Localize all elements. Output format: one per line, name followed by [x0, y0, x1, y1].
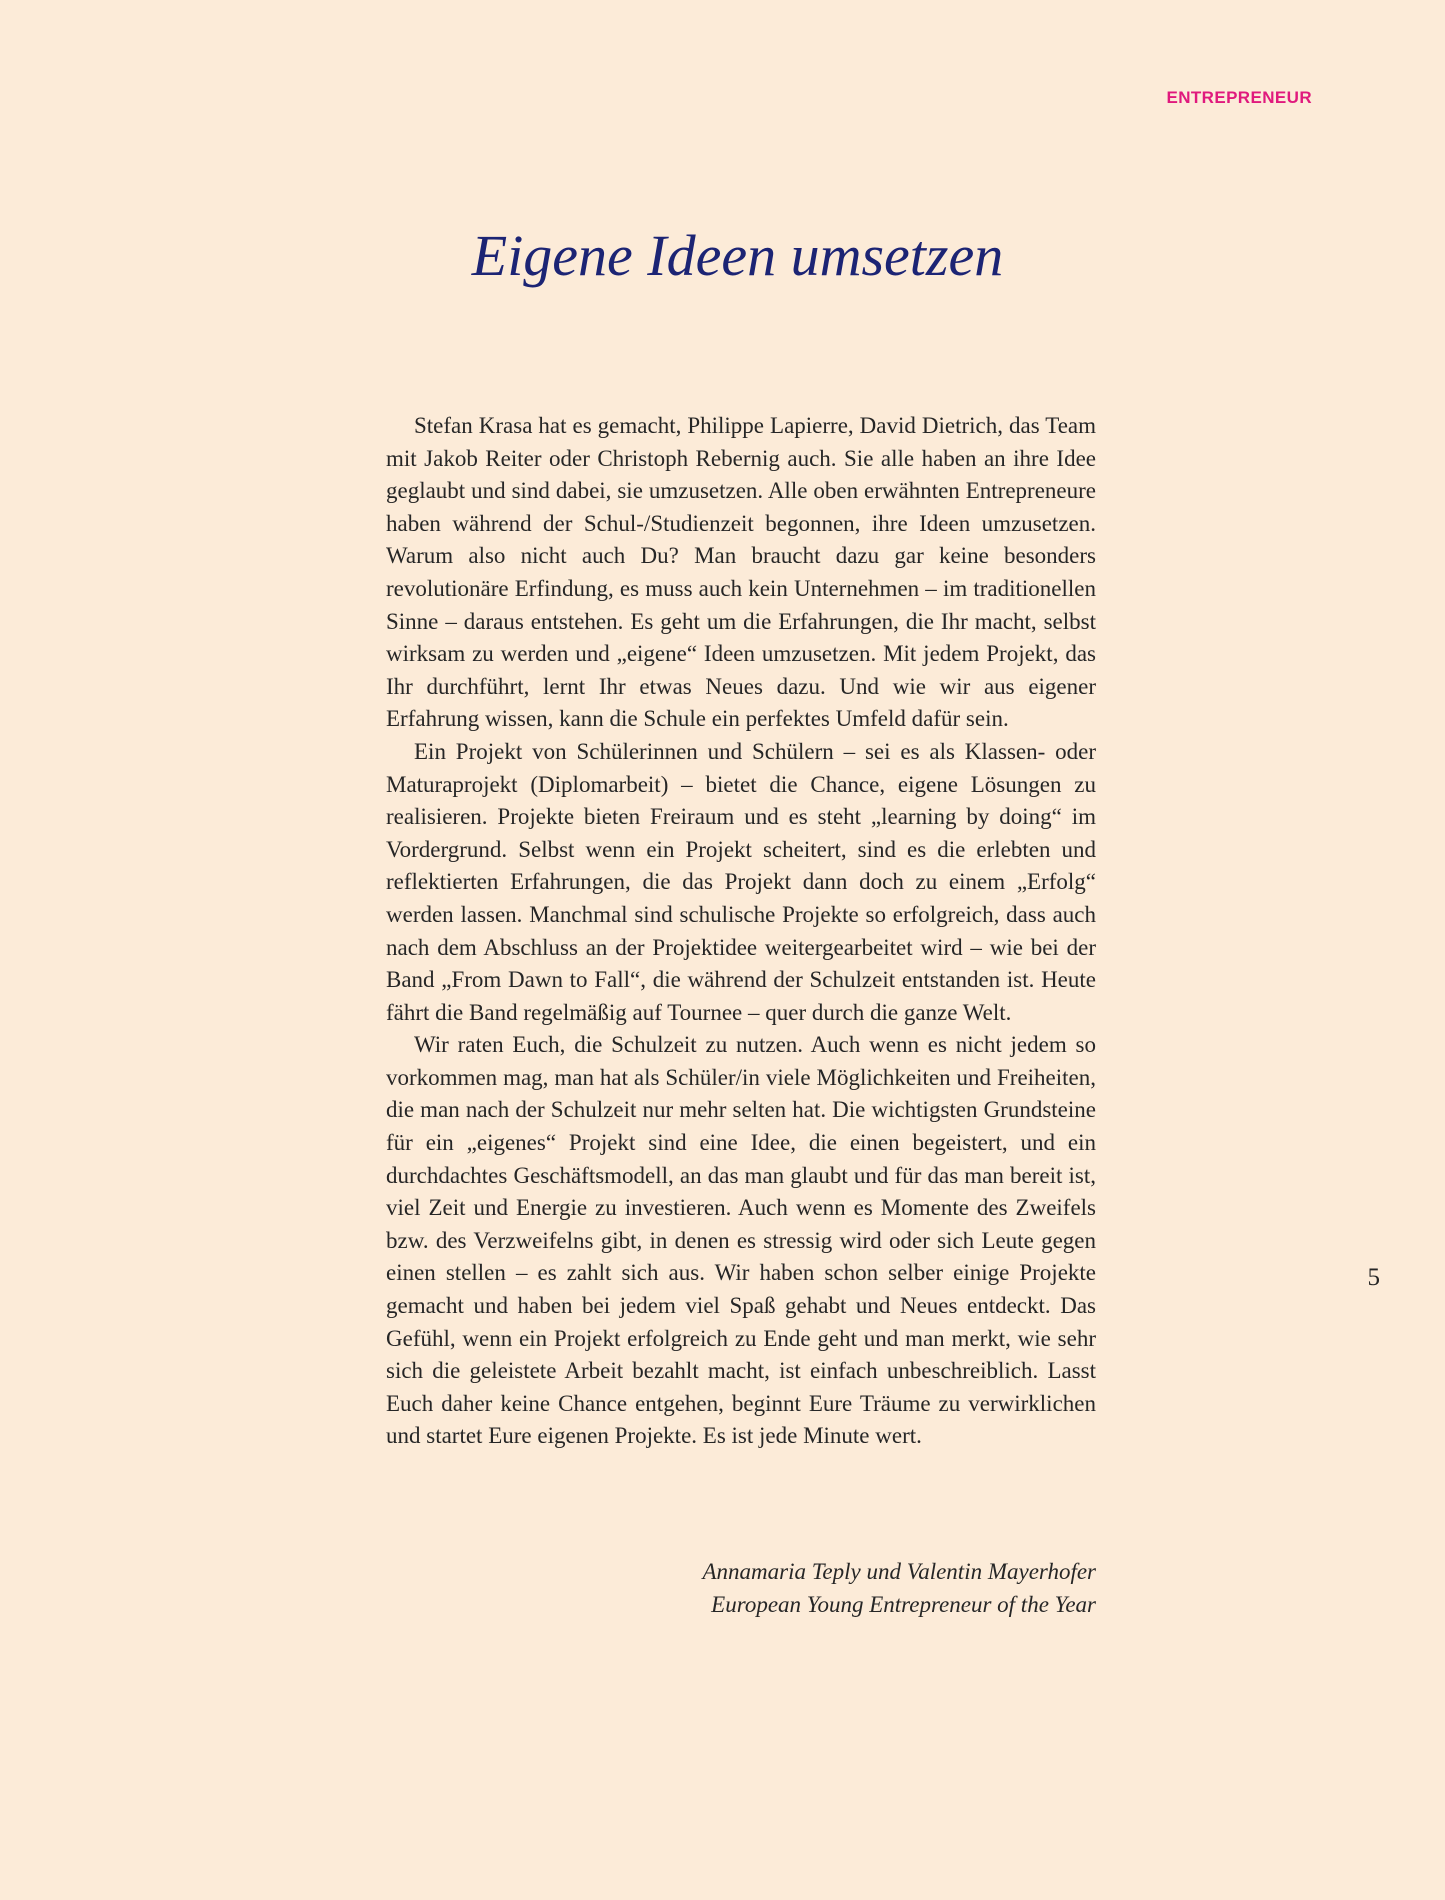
section-label: ENTREPRENEUR — [1166, 88, 1312, 107]
signature-role: European Young Entrepreneur of the Year — [711, 1592, 1096, 1617]
article-body — [386, 410, 1096, 1453]
page-number: 5 — [1367, 1264, 1380, 1291]
signature-authors: Annamaria Teply und Valentin Mayerhofer — [702, 1559, 1096, 1584]
paragraph-3: Wir raten Euch, die Schulzeit zu nutzen. Auch wenn es nicht jedem so vorkommen mag, man hat als Schüler/in viele Möglichkeiten und Freiheiten, die man nach der Schulzeit nur mehr selten hat. Die wichtigsten Grundsteine für ein „eigenes“ Projekt sind eine Idee, die einen begeistert, und ein durchdachtes Geschäftsmodell, an das man glaubt und für das man bereit ist, viel Zeit und Energie zu investieren. Auch wenn es Momente des Zweifels bzw. des Verzweifelns gibt, in denen es stressig wird oder sich Leute gegen einen stellen – es zahlt sich aus. Wir haben schon selber einige Projekte gemacht und haben bei jedem viel Spaß gehabt und Neues entdeckt. Das Gefühl, wenn ein Projekt erfolgreich zu Ende geht und man merkt, wie sehr sich die geleistete Arbeit bezahlt macht, ist einfach unbeschreiblich. Lasst Euch daher keine Chance entgehen, beginnt Eure Träume zu verwirklichen und startet Eure eigenen Projekte. Es ist jede Minute wert. — [386, 1032, 1096, 1449]
signature — [600, 1555, 1096, 1621]
paragraph-1: Stefan Krasa hat es gemacht, Philippe Lapierre, David Dietrich, das Team mit Jakob Reiter oder Christoph Rebernig auch. Sie alle haben an ihre Idee geglaubt und sind dabei, sie umzusetzen. Alle oben erwähnten Entrepreneure haben während der Schul-/Studienzeit begonnen, ihre Ideen umzusetzen. Warum also nicht auch Du? Man braucht dazu gar keine besonders revolutionäre Erfindung, es muss auch kein Unternehmen – im traditionellen Sinne – daraus entstehen. Es geht um die Erfahrungen, die Ihr macht, selbst wirksam zu werden und „eigene“ Ideen umzusetzen. Mit jedem Projekt, das Ihr durchführt, lernt Ihr etwas Neues dazu. Und wie wir aus eigener Erfahrung wissen, kann die Schule ein perfektes Umfeld dafür sein. — [386, 413, 1096, 732]
page-title: Eigene Ideen umsetzen — [471, 223, 1004, 288]
paragraph-2: Ein Projekt von Schülerinnen und Schülern – sei es als Klassen- oder Maturaprojekt (Diplomarbeit) – bietet die Chance, eigene Lösungen zu realisieren. Projekte bieten Freiraum und es steht „learning by doing“ im Vordergrund. Selbst wenn ein Projekt scheitert, sind es die erlebten und reflektierten Erfahrungen, die das Projekt dann doch zu einem „Erfolg“ werden lassen. Manchmal sind schulische Projekte so erfolgreich, dass auch nach dem Abschluss an der Projektidee weitergearbeitet wird – wie bei der Band „From Dawn to Fall“, die während der Schulzeit entstanden ist. Heute fährt die Band regelmäßig auf Tournee – quer durch die ganze Welt. — [386, 738, 1096, 1025]
